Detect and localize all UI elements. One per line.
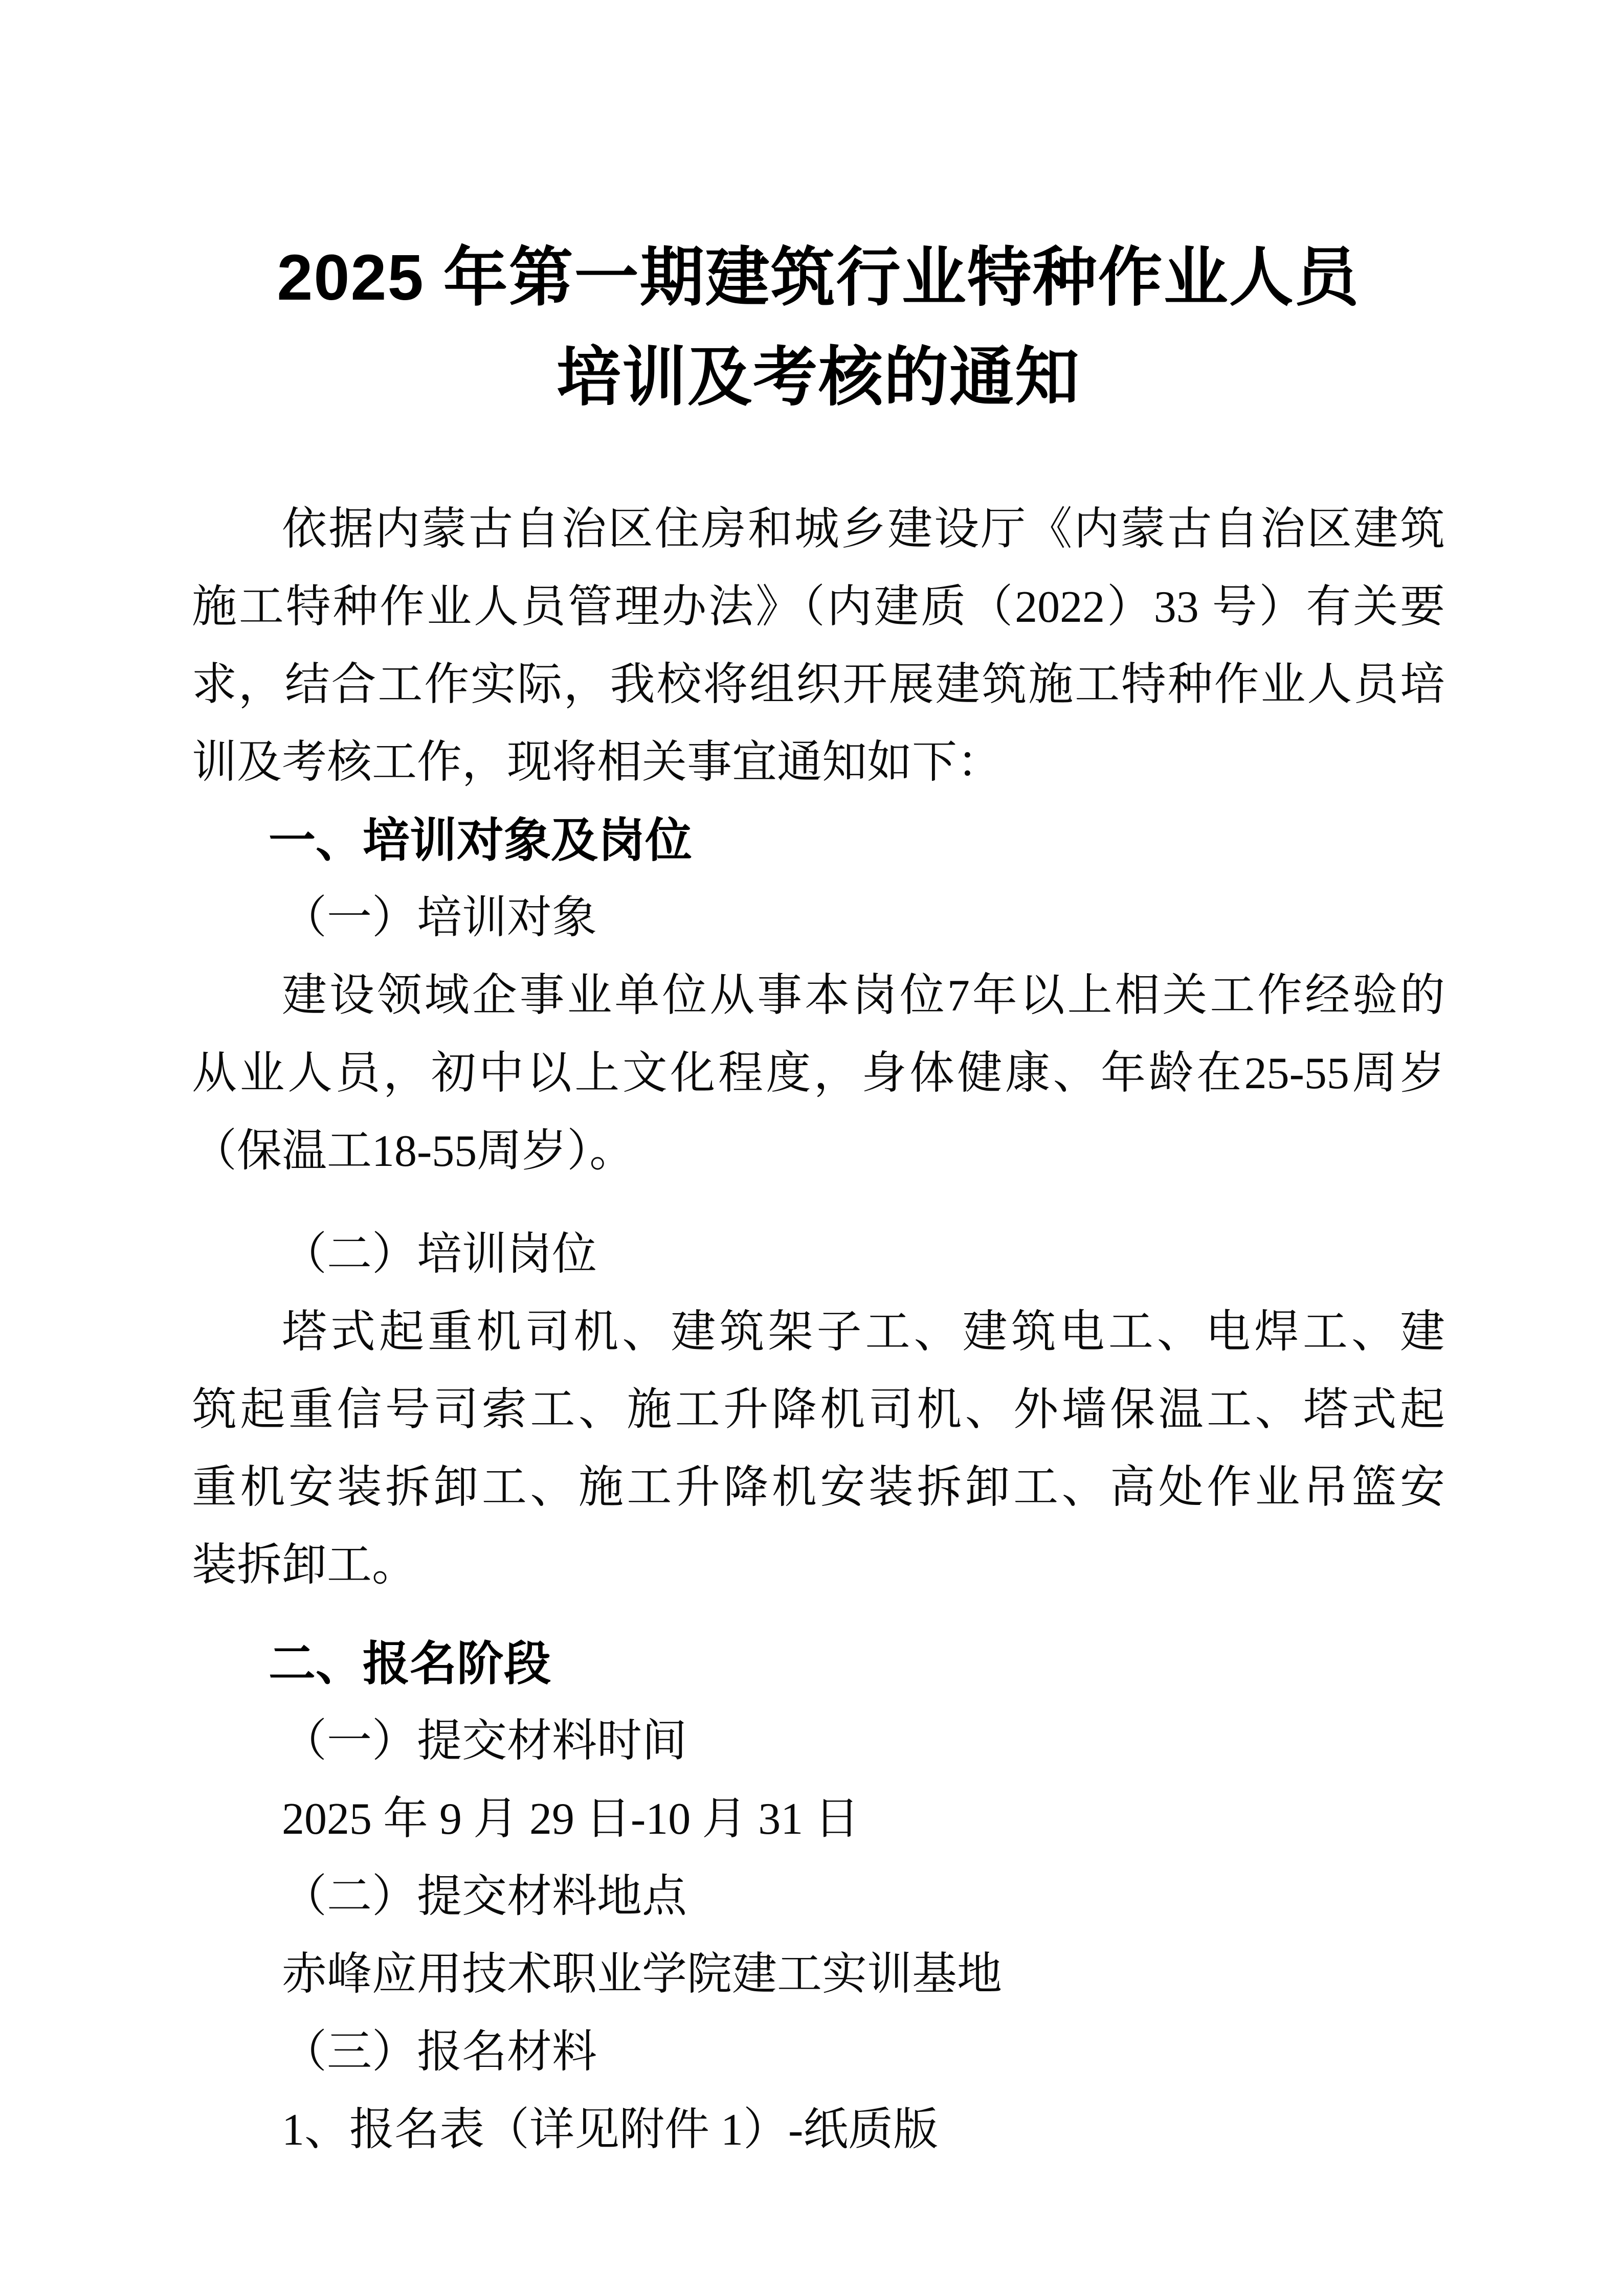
text-line: 二、报名阶段 <box>269 1638 551 1690</box>
sub-1-2-training-posts <box>192 1216 1445 1294</box>
intro-paragraph <box>192 491 1445 802</box>
text-line: 一、培训对象及岗位 <box>269 815 693 867</box>
text-line: 求，结合工作实际，我校将组织开展建筑施工特种作业人员培 <box>192 660 1445 710</box>
text-line: （三）报名材料 <box>282 2028 597 2077</box>
document-content <box>192 228 1445 2169</box>
text-line: （二）提交材料地点 <box>282 1872 687 1922</box>
text-line: 2025 年 9 月 29 日-10 月 31 日 <box>282 1794 860 1844</box>
title-line-1: 2025 年第一期建筑行业特种作业人员 <box>277 241 1360 313</box>
section-2-heading <box>192 1625 1445 1703</box>
document-body <box>192 491 1445 2169</box>
text-line: 建设领域企事业单位从事本岗位7年以上相关工作经验的 <box>282 971 1445 1021</box>
sub-2-3-materials-label <box>192 2014 1445 2091</box>
sub-2-2-submission-location-label <box>192 1858 1445 1936</box>
sub-2-1-submission-time-label <box>192 1703 1445 1781</box>
section-1-heading <box>192 802 1445 880</box>
submission-location-value <box>192 1936 1445 2014</box>
text-line: 施工特种作业人员管理办法》（内建质（2022）33 号）有关要 <box>192 582 1445 632</box>
title-line-2: 培训及考核的通知 <box>557 341 1080 413</box>
text-line: 筑起重信号司索工、施工升降机司机、外墙保温工、塔式起 <box>192 1385 1445 1435</box>
sub-1-1-training-target <box>192 880 1445 957</box>
training-target-paragraph <box>192 957 1445 1190</box>
text-line: 装拆卸工。 <box>192 1541 417 1590</box>
document-title <box>192 228 1445 427</box>
text-line: （保温工18-55周岁）。 <box>192 1127 635 1176</box>
text-line: 1、报名表（详见附件 1）-纸质版 <box>282 2105 939 2155</box>
text-line: （二）培训岗位 <box>282 1230 597 1279</box>
training-posts-paragraph <box>192 1294 1445 1605</box>
material-item-1 <box>192 2091 1445 2169</box>
text-line: 依据内蒙古自治区住房和城乡建设厅《内蒙古自治区建筑 <box>282 505 1445 554</box>
text-line: 赤峰应用技术职业学院建工实训基地 <box>282 1950 1003 1999</box>
text-line: 重机安装拆卸工、施工升降机安装拆卸工、高处作业吊篮安 <box>192 1463 1445 1513</box>
text-line: 训及考核工作，现将相关事宜通知如下： <box>192 738 1003 787</box>
text-line: （一）培训对象 <box>282 893 597 943</box>
submission-time-value <box>192 1781 1445 1858</box>
text-line: 塔式起重机司机、建筑架子工、建筑电工、电焊工、建 <box>282 1308 1445 1357</box>
text-line: （一）提交材料时间 <box>282 1717 687 1766</box>
text-line: 从业人员，初中以上文化程度，身体健康、年龄在25-55周岁 <box>192 1049 1445 1098</box>
